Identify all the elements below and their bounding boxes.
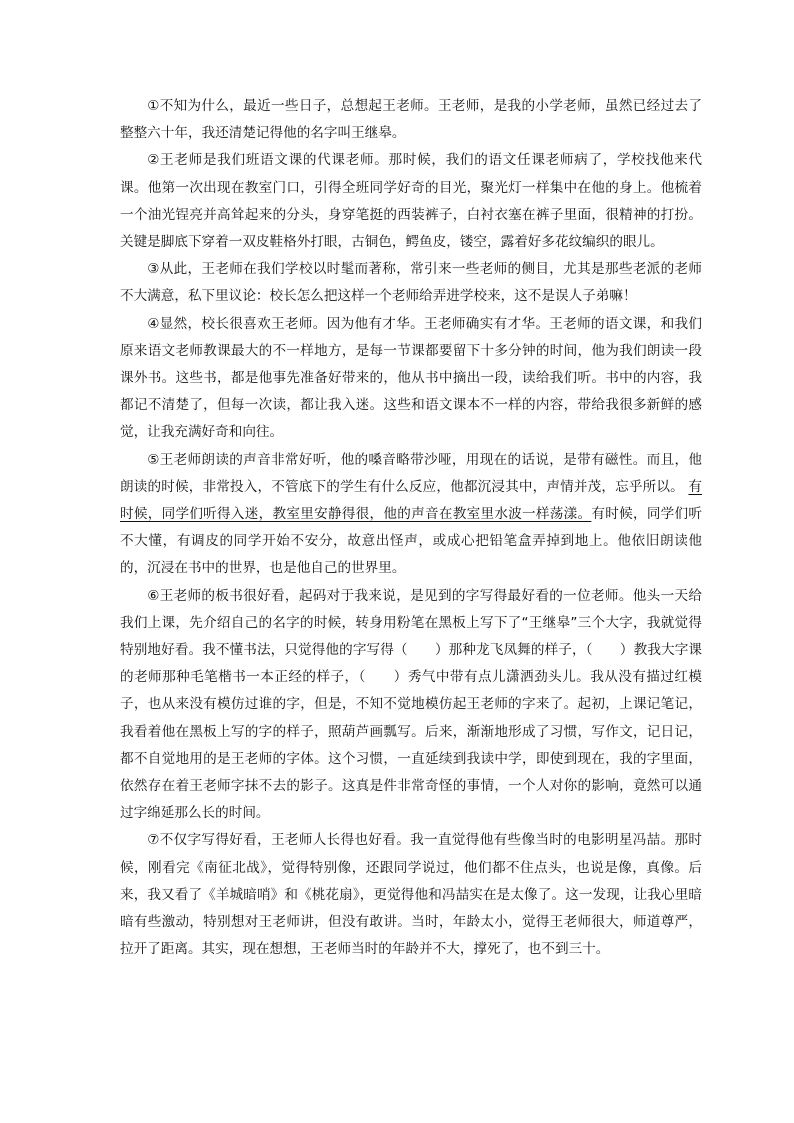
paragraph-4: ④显然，校长很喜欢王老师。因为他有才华。王老师确实有才华。王老师的语文课，和我们原来语文老师教课最大的不一样地方，是每一节课都要留下十多分钟的时间，他为我们朗读一段课外书。这些书，都是他事先准备好带来的，他从书中摘出一段，读给我们听。书中的内容，我都记不清楚了，但每一次读，都让我入迷。这些和语文课本不一样的内容，带给我很多新鲜的感觉，让我充满好奇和向往。 — [120, 315, 702, 441]
paragraph-5-before: ⑤王老师朗读的声音非常好听，他的嗓音略带沙哑，用现在的话说，是带有磁性。而且，他朗读的时候，非常投入，不管底下的学生有什么反应，他都沉浸其中，声情并茂，忘乎所以。 — [120, 451, 702, 495]
paragraph-5 — [120, 447, 702, 583]
paragraph-6: ⑥王老师的板书很好看，起码对于我来说，是见到的字写得最好看的一位老师。他头一天给我们上课，先介绍自己的名字的时候，转身用粉笔在黑板上写下了“王继皋”三个大字，我就觉得特别地好看。我不懂书法，只觉得他的字写得（ ）那种龙飞凤舞的样子，（ ）教我大字课的老师那种毛笔楷书一本正经的样子，（ ）秀气中带有点儿潇洒劲头儿。我从没有描过红模子，也从来没有模仿过谁的字，但是，不知不觉地模仿起王老师的字来了。起初，上课记笔记，我看着他在黑板上写的字的样子，照葫芦画瓢写。后来，渐渐地形成了习惯，写作文，记日记，都不自觉地用的是王老师的字体。这个习惯，一直延续到我读中学，即使到现在，我的字里面，依然存在着王老师字抹不去的影子。这真是件非常奇怪的事情，一个人对你的影响，竟然可以通过字绵延那么长的时间。 — [120, 587, 702, 822]
paragraph-2: ②王老师是我们班语文课的代课老师。那时候，我们的语文任课老师病了，学校找他来代课。他第一次出现在教室门口，引得全班同学好奇的目光，聚光灯一样集中在他的身上。他梳着一个油光锃亮并高耸起来的分头，身穿笔挺的西装裤子，白衬衣塞在裤子里面，很精神的打扮。关键是脚底下穿着一双皮鞋格外打眼，古铜色，鳄鱼皮，镂空，露着好多花纹编织的眼儿。 — [120, 152, 702, 251]
paragraph-1: ①不知为什么，最近一些日子，总想起王老师。王老师，是我的小学老师，虽然已经过去了整整六十年，我还清楚记得他的名字叫王继皋。 — [120, 98, 702, 142]
document-page — [120, 93, 702, 964]
paragraph-7: ⑦不仅字写得好看，王老师人长得也好看。我一直觉得他有些像当时的电影明星冯喆。那时候，刚看完《南征北战》，觉得特别像，还跟同学说过，他们都不住点头，也说是像，真像。后来，我又看了《羊城暗哨》和《桃花扇》，更觉得他和冯喆实在是太像了。这一发现，让我心里暗暗有些激动，特别想对王老师讲，但没有敢讲。当时，年龄太小，觉得王老师很大，师道尊严，拉开了距离。其实，现在想想，王老师当时的年龄并不大，撑死了，也不到三十。 — [120, 832, 702, 958]
paragraph-5-after: 有时候，同学们听不大懂，有调皮的同学开始不安分，故意出怪声，或成心把铅笔盒弄掉到地上。他依旧朗读他的，沉浸在书中的世界，也是他自己的世界里。 — [120, 506, 702, 577]
underlined-sentence: 有时候，同学们听得入迷，教室里安静得很，他的声音在教室里水波一样荡漾。 — [120, 478, 702, 523]
paragraph-3: ③从此，王老师在我们学校以时髦而著称，常引来一些老师的侧目，尤其是那些老派的老师不大满意，私下里议论：校长怎么把这样一个老师给弄进学校来，这不是误人子弟嘛！ — [120, 261, 702, 305]
